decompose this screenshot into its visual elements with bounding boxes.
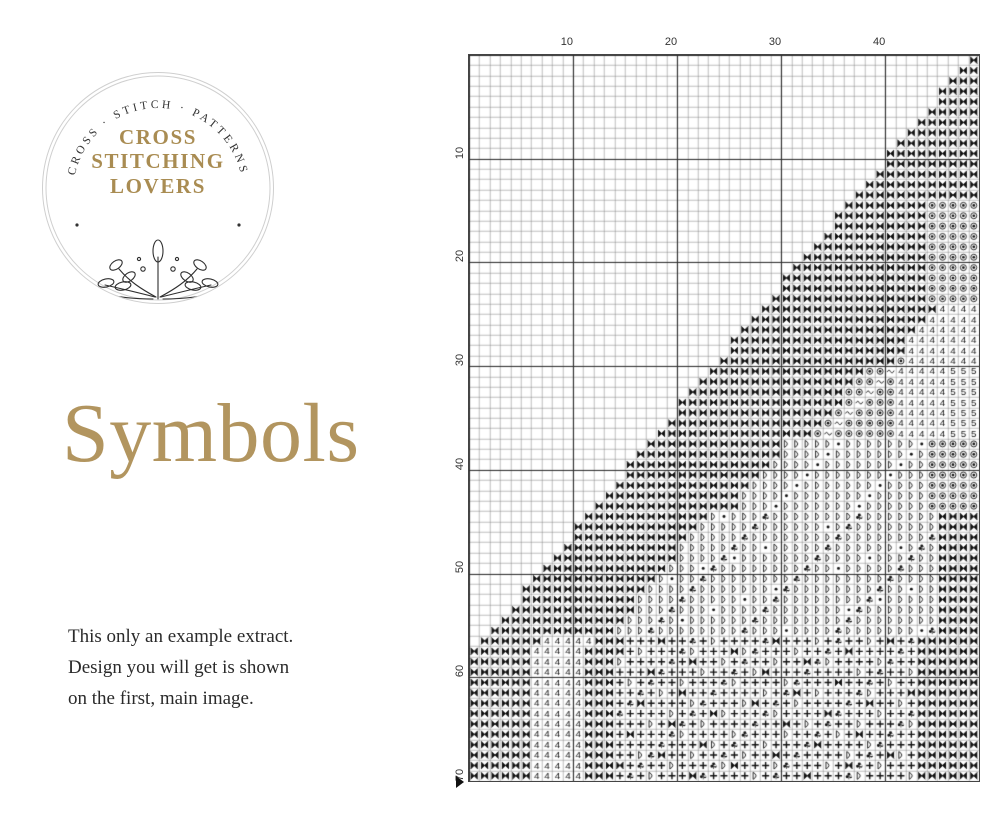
row-label: 50 (454, 561, 466, 574)
pattern-chart (452, 36, 992, 796)
logo-line-1: CROSS (118, 125, 198, 149)
note-text (68, 622, 388, 714)
note-line-3: on the first, main image. (68, 687, 254, 709)
column-label: 40 (872, 36, 886, 48)
row-label: 20 (454, 250, 466, 263)
logo-line-3: LOVERS (110, 173, 206, 198)
page-title: Symbols (62, 387, 360, 480)
row-label: 10 (454, 146, 466, 159)
chart-column-ruler (452, 36, 992, 54)
chart-grid (468, 54, 980, 782)
brand-logo-badge (42, 72, 274, 304)
logo-arc-label: CROSS · STITCH · PATTERNS (65, 98, 251, 177)
logo-line-2: STITCHING (91, 149, 225, 174)
start-arrow-marker (456, 776, 464, 788)
row-label: 60 (454, 664, 466, 678)
chart-row-ruler (452, 54, 468, 780)
chart-grid-canvas (469, 55, 979, 781)
row-label: 70 (454, 768, 466, 781)
left-panel (0, 0, 452, 820)
note-line-2: Design you will get is shown (68, 656, 290, 678)
column-label: 10 (560, 36, 573, 48)
column-label: 30 (768, 36, 782, 48)
logo-wordmark (43, 125, 273, 198)
floral-flourish-icon (43, 211, 273, 303)
note-line-1: This only an example extract. (68, 626, 294, 647)
row-label: 40 (454, 457, 466, 470)
row-label: 30 (454, 353, 466, 367)
column-label: 20 (664, 36, 678, 48)
